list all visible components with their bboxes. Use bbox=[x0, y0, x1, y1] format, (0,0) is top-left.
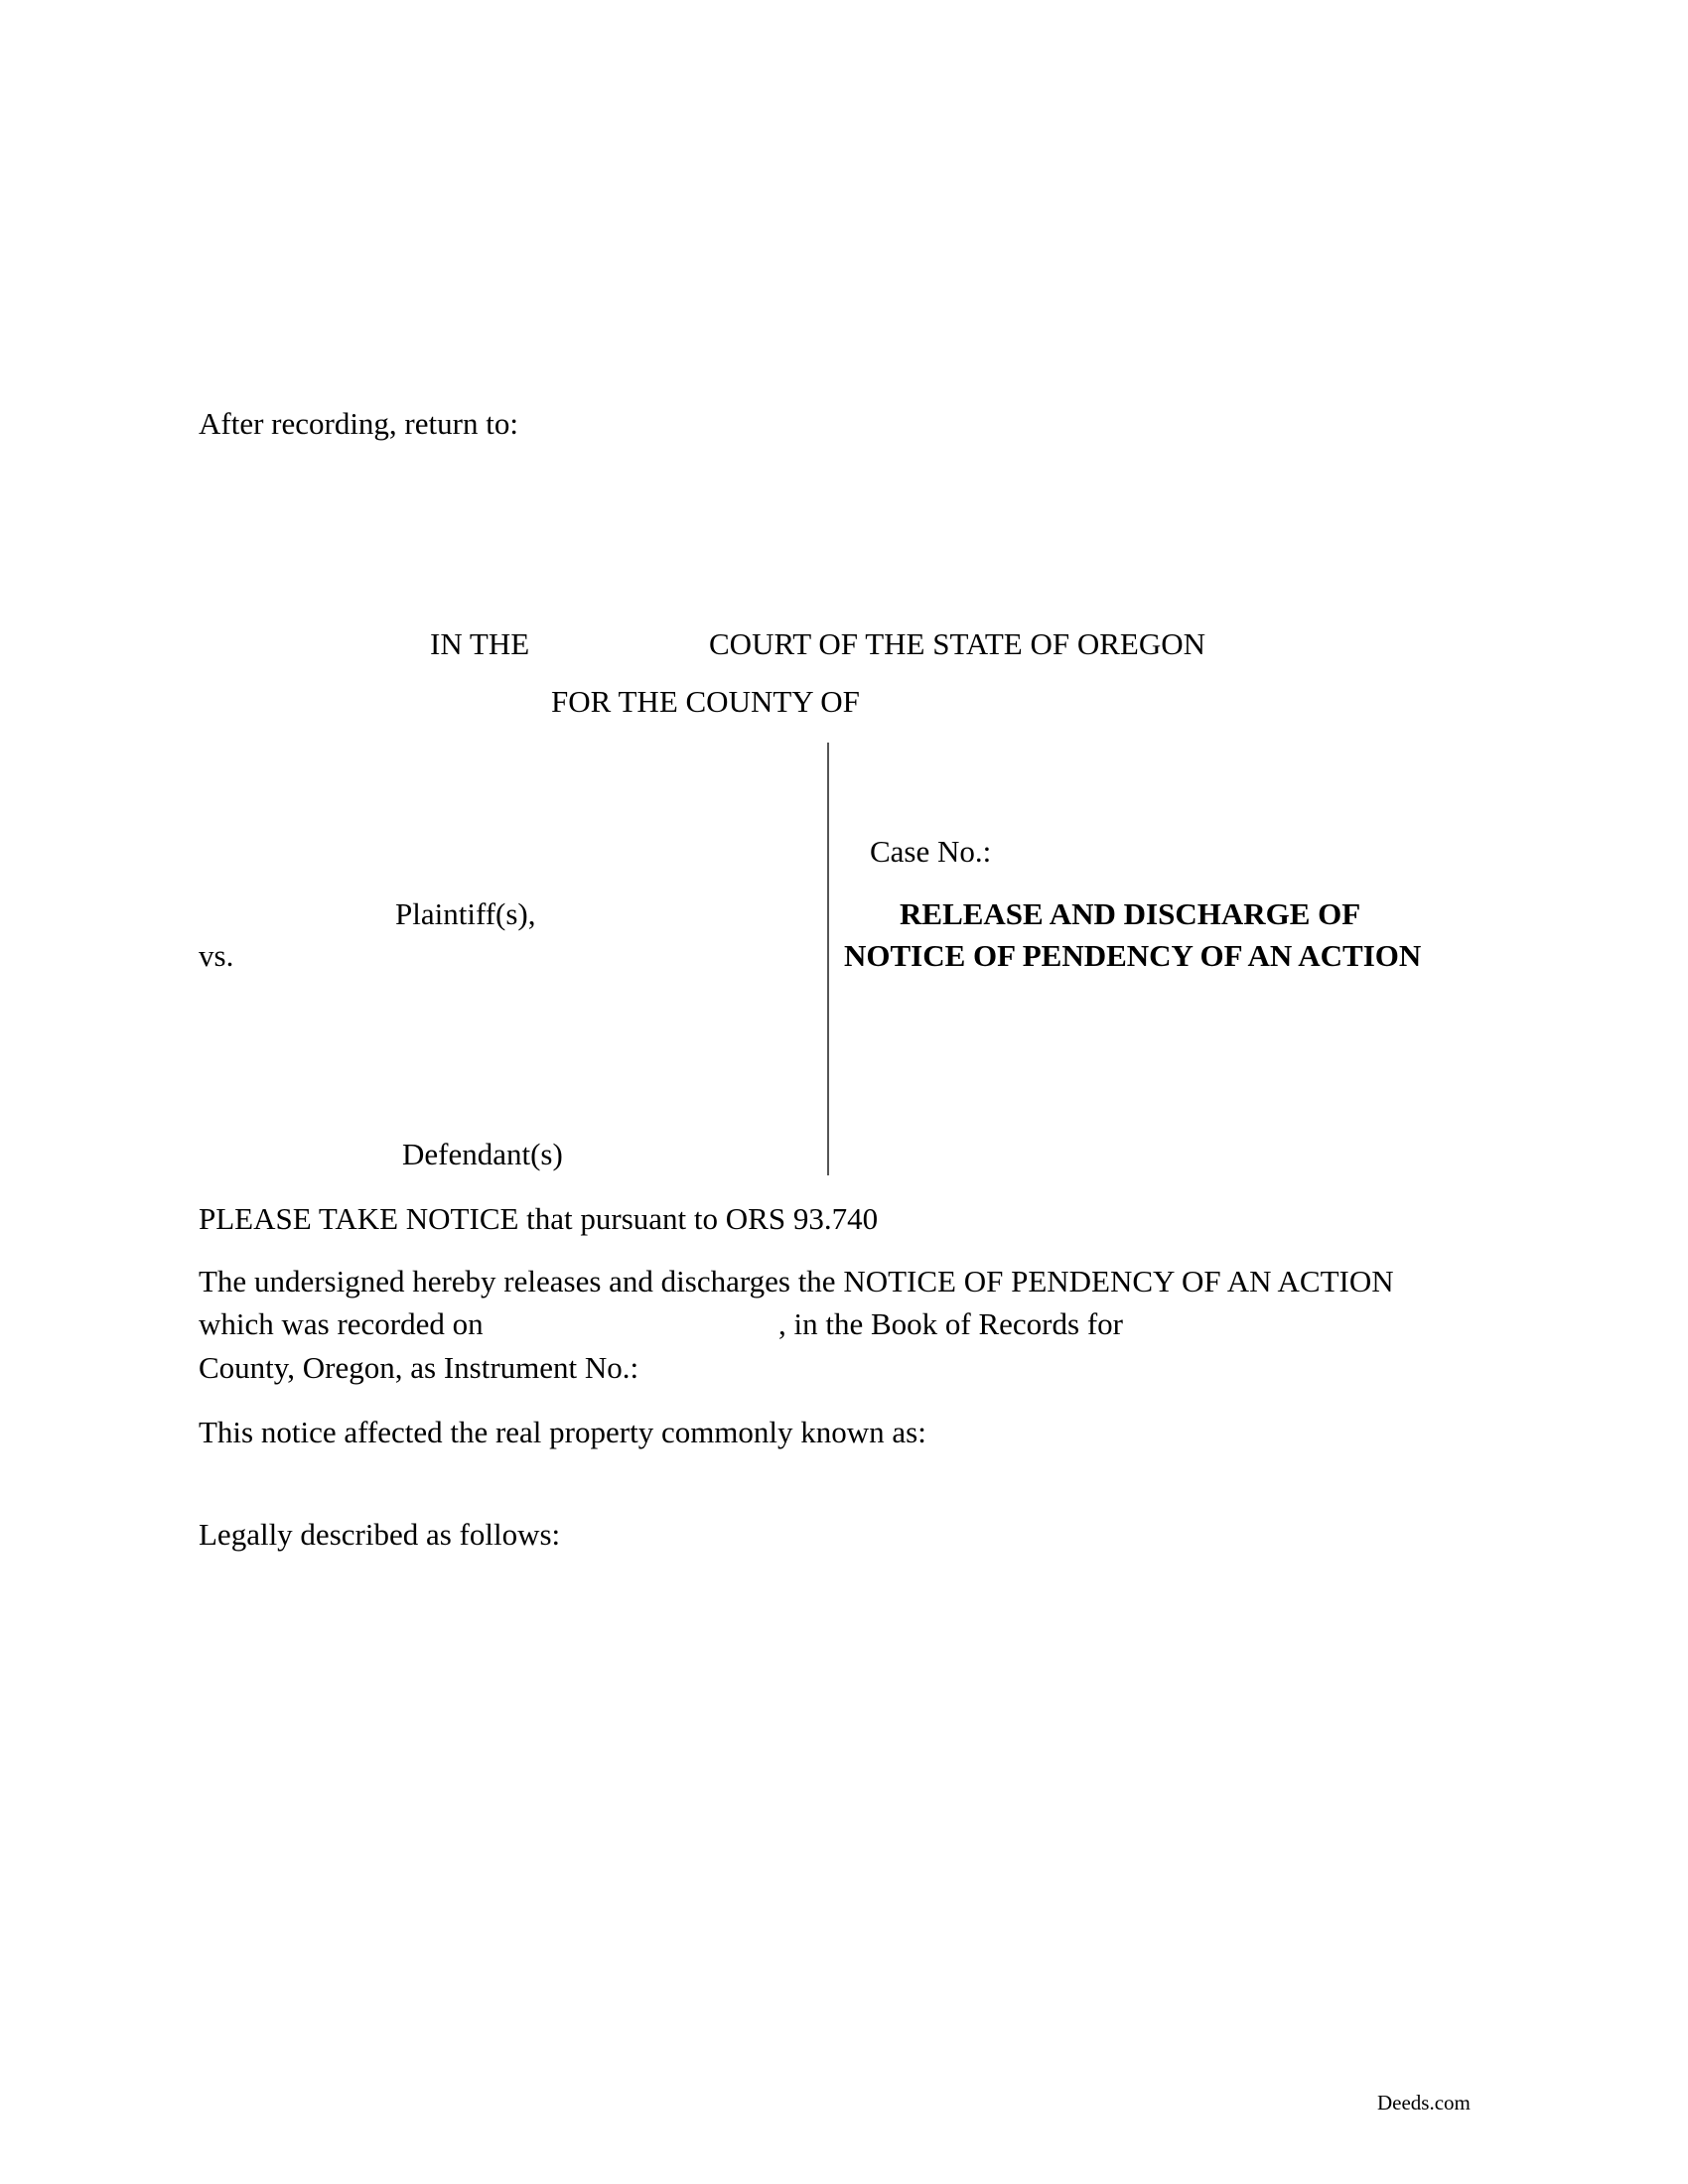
vs-label: vs. bbox=[199, 938, 234, 973]
notice-statement: PLEASE TAKE NOTICE that pursuant to ORS 93.740 bbox=[199, 1201, 879, 1236]
legal-description-label: Legally described as follows: bbox=[199, 1517, 561, 1552]
caption-divider bbox=[827, 743, 829, 1175]
document-title-line-1: RELEASE AND DISCHARGE OF bbox=[900, 896, 1361, 931]
property-description-label: This notice affected the real property commonly known as: bbox=[199, 1415, 926, 1449]
document-title-line-2: NOTICE OF PENDENCY OF AN ACTION bbox=[844, 938, 1422, 973]
court-prefix: IN THE bbox=[430, 626, 530, 661]
release-paragraph-line-1: The undersigned hereby releases and discharges the NOTICE OF PENDENCY OF AN ACTION bbox=[199, 1264, 1394, 1298]
release-paragraph-line-3: County, Oregon, as Instrument No.: bbox=[199, 1350, 639, 1385]
return-to-label: After recording, return to: bbox=[199, 406, 518, 441]
defendant-label: Defendant(s) bbox=[402, 1137, 563, 1171]
plaintiff-label: Plaintiff(s), bbox=[395, 896, 536, 931]
release-paragraph-line-2b: , in the Book of Records for bbox=[778, 1306, 1123, 1341]
footer-watermark: Deeds.com bbox=[1377, 2091, 1471, 2115]
release-paragraph-line-2a: which was recorded on bbox=[199, 1306, 484, 1341]
case-number-label: Case No.: bbox=[870, 834, 992, 869]
court-name: COURT OF THE STATE OF OREGON bbox=[709, 626, 1206, 661]
county-line: FOR THE COUNTY OF bbox=[551, 684, 860, 719]
